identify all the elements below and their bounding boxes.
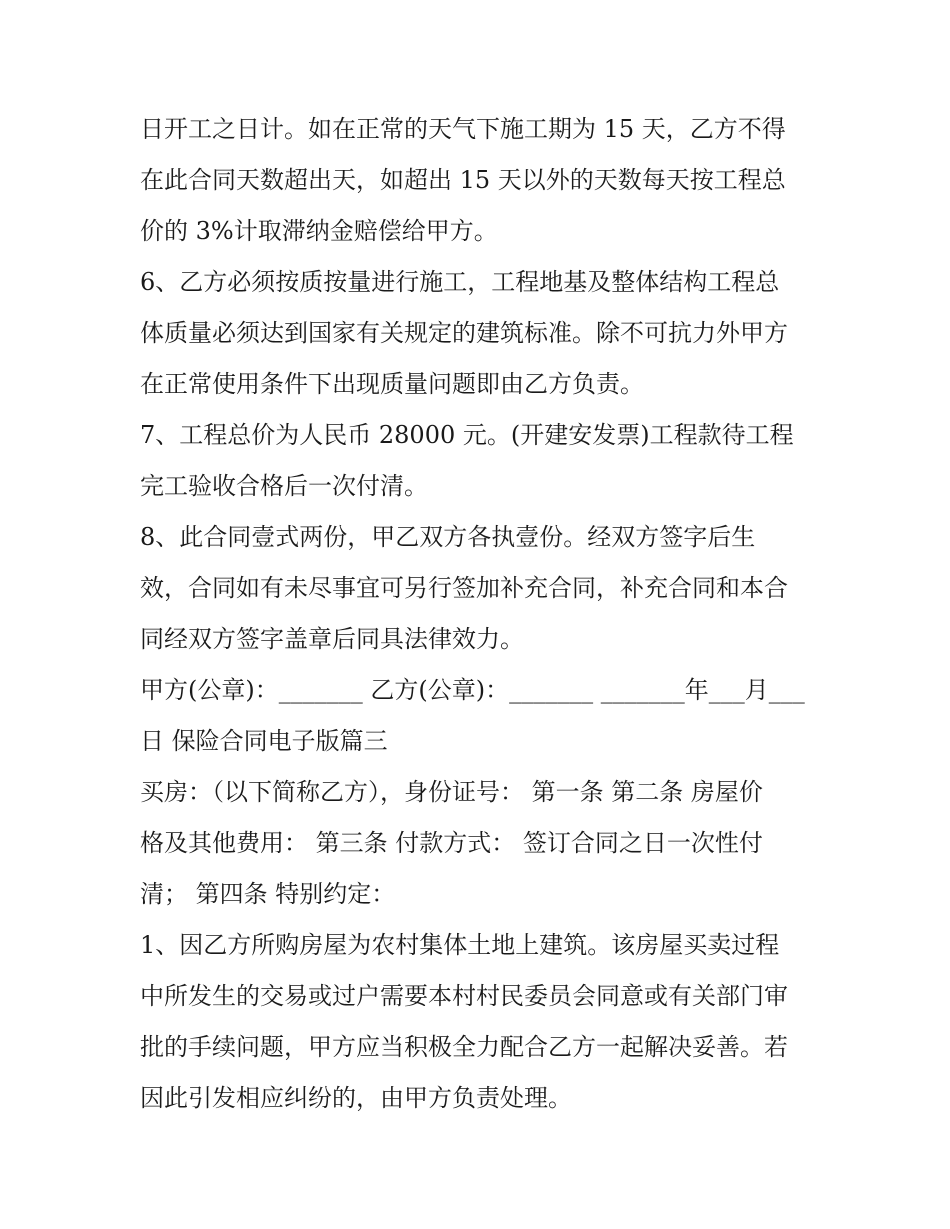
text-line: 体质量必须达到国家有关规定的建筑标准。除不可抗力外甲方: [140, 319, 788, 347]
text-line: 批的手续问题，甲方应当积极全力配合乙方一起解决妥善。若: [140, 1033, 788, 1061]
text-line: 6、乙方必须按质按量进行施工，工程地基及整体结构工程总: [140, 268, 780, 296]
text-line: 完工验收合格后一次付清。: [140, 472, 428, 500]
text-line: 买房：（以下简称乙方），身份证号： 第一条 第二条 房屋价: [140, 778, 763, 806]
signature-line: 甲方(公章)：_______ 乙方(公章)：_______ _______年___月___: [140, 676, 805, 704]
text-line: 在此合同天数超出天，如超出 15 天以外的天数每天按工程总: [140, 166, 786, 194]
text-line: 清； 第四条 特别约定：: [140, 880, 396, 908]
text-line: 1、因乙方所购房屋为农村集体土地上建筑。该房屋买卖过程: [140, 931, 780, 959]
text-line: 7、工程总价为人民币 28000 元。(开建安发票)工程款待工程: [140, 421, 794, 449]
text-line: 中所发生的交易或过户需要本村村民委员会同意或有关部门审: [140, 982, 788, 1010]
section-heading-line: 日 保险合同电子版篇三: [140, 727, 388, 755]
text-line: 在正常使用条件下出现质量问题即由乙方负责。: [140, 370, 644, 398]
text-line: 价的 3%计取滞纳金赔偿给甲方。: [140, 217, 498, 245]
text-line: 8、此合同壹式两份，甲乙双方各执壹份。经双方签字后生: [140, 523, 756, 551]
text-line: 同经双方签字盖章后同具法律效力。: [140, 625, 524, 653]
text-line: 因此引发相应纠纷的，由甲方负责处理。: [140, 1084, 572, 1112]
text-line: 格及其他费用： 第三条 付款方式： 签订合同之日一次性付: [140, 829, 763, 857]
text-line: 日开工之日计。如在正常的天气下施工期为 15 天，乙方不得: [140, 115, 786, 143]
text-line: 效，合同如有未尽事宜可另行签加补充合同，补充合同和本合: [140, 574, 788, 602]
